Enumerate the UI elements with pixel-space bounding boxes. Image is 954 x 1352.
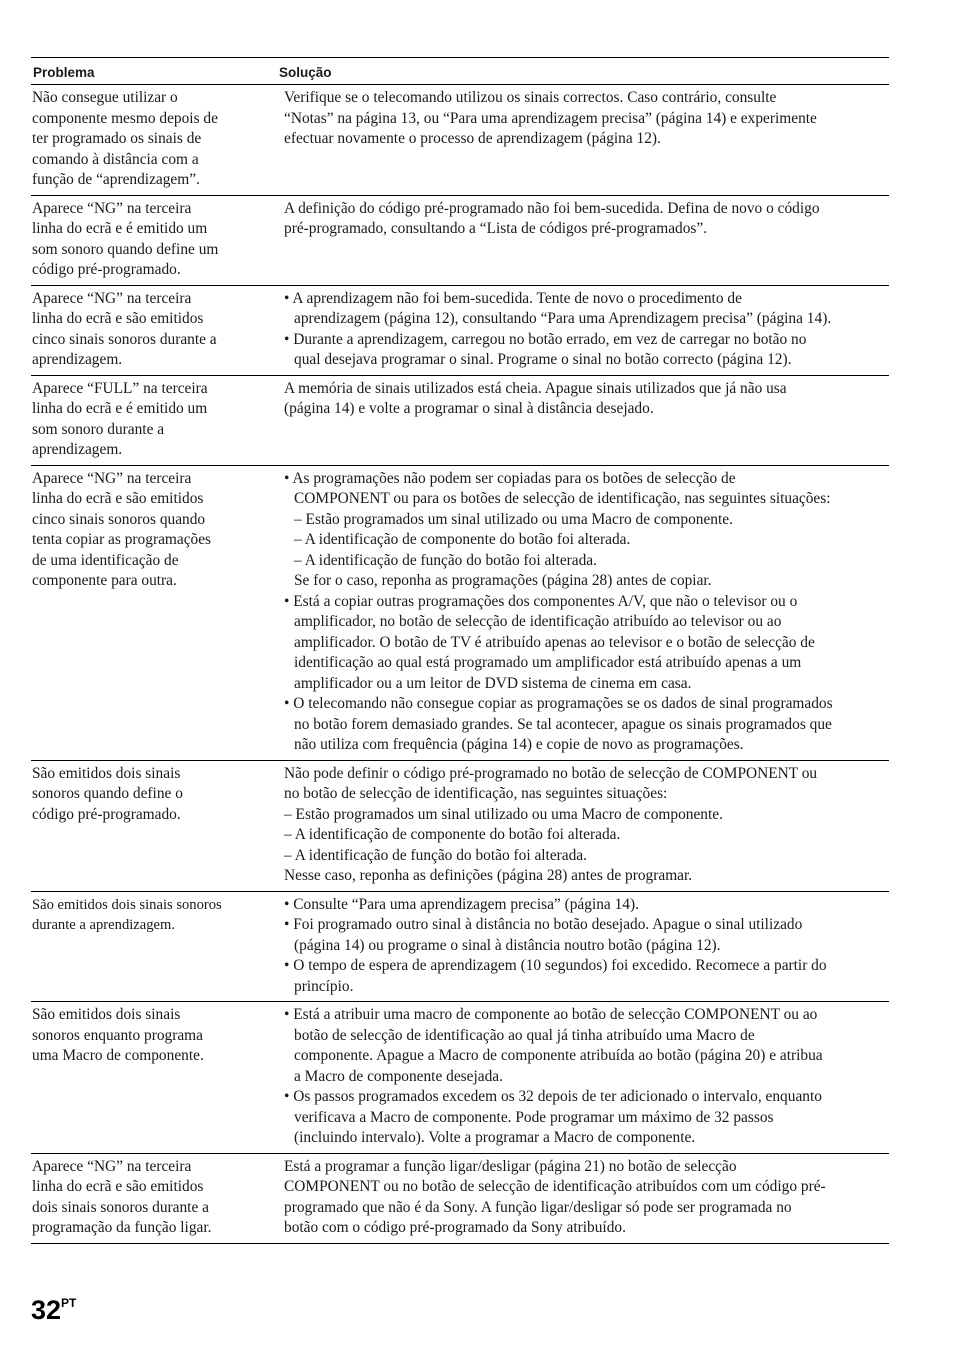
problem-line: cinco sinais sonoros durante a	[32, 330, 217, 348]
solution-line: Não pode definir o código pré-programado no botão de selecção de COMPONENT ou	[284, 764, 818, 782]
solution-bullet: • Está a atribuir uma macro de componente ao botão de selecção COMPONENT ou ao	[284, 1006, 818, 1023]
header-problem: Problema	[33, 64, 95, 80]
table-body	[31, 85, 889, 1244]
solution-line: no botão de selecção de identificação, nas seguintes situações:	[284, 785, 668, 802]
solution-cell	[244, 286, 889, 375]
solution-line: – A identificação de função do botão foi alterada.	[284, 846, 587, 864]
solution-line: – A identificação de componente do botão foi alterada.	[284, 826, 621, 843]
problem-line: São emitidos dois sinais	[32, 1006, 181, 1023]
header-solution: Solução	[279, 64, 332, 80]
solution-cell	[244, 1154, 889, 1243]
solution-line: identificação ao qual está programado um amplificador está atribuído apenas a um	[294, 654, 802, 671]
solution-line: “Notas” na página 13, ou “Para uma aprendizagem precisa” (página 14) e experimente	[284, 109, 817, 127]
problem-line: linha do ecrã e são emitidos	[32, 490, 204, 507]
solution-bullet: • Foi programado outro sinal à distância no botão desejado. Apague o sinal utilizado	[284, 916, 803, 933]
solution-line: Está a programar a função ligar/desligar (página 21) no botão de selecção	[284, 1157, 737, 1175]
table-row	[31, 761, 889, 892]
problem-line: Aparece “FULL” na terceira	[32, 379, 208, 397]
solution-line: verificava a Macro de componente. Pode programar um máximo de 32 passos	[294, 1108, 774, 1126]
solution-line: programado que não é da Sony. A função ligar/desligar só pode ser programada no	[284, 1198, 792, 1216]
problem-line: São emitidos dois sinais sonoros	[32, 896, 222, 913]
problem-cell	[31, 376, 244, 465]
solution-cell	[244, 196, 889, 285]
page-number	[31, 1295, 76, 1326]
solution-line: Nesse caso, reponha as definições (página 28) antes de programar.	[284, 867, 693, 884]
problem-line: componente mesmo depois de	[32, 109, 218, 127]
table-row	[31, 85, 889, 196]
problem-line: código pré-programado.	[32, 261, 181, 278]
problem-line: Aparece “NG” na terceira	[32, 199, 192, 217]
solution-cell	[244, 376, 889, 465]
problem-line: cinco sinais sonoros quando	[32, 510, 206, 528]
solution-line: pré-programado, consultando a “Lista de códigos pré-programados”.	[284, 220, 708, 237]
solution-cell	[244, 466, 889, 760]
problem-cell	[31, 761, 244, 891]
problem-line: tenta copiar as programações	[32, 531, 212, 548]
solution-cell	[244, 892, 889, 1002]
solution-line: (página 14) ou programe o sinal à distância noutro botão (página 12).	[294, 936, 721, 954]
solution-cell	[244, 85, 889, 195]
solution-line: princípio.	[294, 977, 354, 995]
solution-cell	[244, 1002, 889, 1153]
problem-line: aprendizagem.	[32, 351, 123, 368]
page-language-suffix: PT	[61, 1296, 77, 1310]
solution-line: – Estão programados um sinal utilizado ou uma Macro de componente.	[284, 805, 723, 823]
table-row	[31, 1002, 889, 1154]
problem-line: som sonoro quando define um	[32, 240, 219, 258]
solution-line: Verifique se o telecomando utilizou os sinais correctos. Caso contrário, consulte	[284, 89, 777, 106]
table-row	[31, 892, 889, 1003]
solution-line: a Macro de componente desejada.	[294, 1067, 503, 1085]
problem-line: linha do ecrã e é emitido um	[32, 400, 208, 417]
solution-line: COMPONENT ou para os botões de selecção de identificação, nas seguintes situações:	[294, 490, 831, 507]
solution-line: efectuar novamente o processo de aprendizagem (página 12).	[284, 130, 661, 147]
solution-line: – A identificação de componente do botão foi alterada.	[294, 531, 631, 548]
problem-line: sonoros enquanto programa	[32, 1026, 203, 1044]
problem-line: linha do ecrã e é emitido um	[32, 220, 208, 237]
table-row	[31, 466, 889, 761]
problem-line: Aparece “NG” na terceira	[32, 289, 192, 307]
solution-line: Se for o caso, reponha as programações (página 28) antes de copiar.	[294, 572, 712, 589]
solution-line: – Estão programados um sinal utilizado ou uma Macro de componente.	[294, 510, 733, 528]
solution-line: não utiliza com frequência (página 14) e copie de novo as programações.	[294, 736, 744, 753]
problem-cell	[31, 286, 244, 375]
problem-line: Aparece “NG” na terceira	[32, 469, 192, 487]
problem-line: função de “aprendizagem”.	[32, 171, 200, 188]
solution-bullet: • Os passos programados excedem os 32 depois de ter adicionado o intervalo, enquanto	[284, 1088, 822, 1105]
problem-line: componente para outra.	[32, 572, 177, 589]
solution-bullet: • Durante a aprendizagem, carregou no botão errado, em vez de carregar no botão no	[284, 330, 807, 348]
problem-line: código pré-programado.	[32, 805, 181, 823]
table-row	[31, 1154, 889, 1244]
problem-line: aprendizagem.	[32, 441, 123, 458]
problem-cell	[31, 85, 244, 195]
solution-cell	[244, 761, 889, 891]
solution-bullet: • As programações não podem ser copiadas para os botões de selecção de	[284, 469, 736, 487]
problem-cell	[31, 892, 244, 1002]
solution-bullet: • A aprendizagem não foi bem-sucedida. Tente de novo o procedimento de	[284, 289, 742, 307]
problem-line: São emitidos dois sinais	[32, 764, 181, 782]
solution-line: (incluindo intervalo). Volte a programar a Macro de componente.	[294, 1129, 696, 1146]
troubleshooting-table	[31, 57, 889, 1244]
solution-bullet: • O telecomando não consegue copiar as programações se os dados de sinal programados	[284, 695, 833, 712]
problem-line: Aparece “NG” na terceira	[32, 1157, 192, 1175]
table-header	[31, 58, 889, 85]
solution-line: qual desejava programar o sinal. Programe o sinal no botão correcto (página 12).	[294, 351, 792, 368]
solution-line: A memória de sinais utilizados está cheia. Apague sinais utilizados que já não usa	[284, 379, 787, 397]
solution-line: aprendizagem (página 12), consultando “Para uma Aprendizagem precisa” (página 14).	[294, 310, 832, 327]
solution-bullet: • O tempo de espera de aprendizagem (10 segundos) foi excedido. Recomece a partir do	[284, 957, 827, 974]
problem-line: durante a aprendizagem.	[32, 917, 176, 933]
solution-line: no botão forem demasiado grandes. Se tal acontecer, apague os sinais programados que	[294, 715, 832, 733]
solution-line: – A identificação de função do botão foi alterada.	[294, 551, 597, 569]
page-number-value: 32	[31, 1295, 62, 1325]
solution-line: amplificador ou a um leitor de DVD sistema de cinema em casa.	[294, 674, 692, 692]
solution-line: botão de selecção de identificação ao qual já tinha atribuído uma Macro de	[294, 1026, 755, 1044]
problem-line: ter programado os sinais de	[32, 130, 202, 147]
problem-line: de uma identificação de	[32, 551, 179, 569]
solution-line: amplificador. O botão de TV é atribuído apenas ao televisor e o botão de selecção de	[294, 633, 815, 651]
problem-cell	[31, 196, 244, 285]
problem-line: linha do ecrã e são emitidos	[32, 1178, 204, 1195]
problem-line: Não consegue utilizar o	[32, 89, 178, 106]
table-row	[31, 286, 889, 376]
problem-line: sonoros quando define o	[32, 785, 183, 802]
problem-cell	[31, 466, 244, 760]
problem-cell	[31, 1002, 244, 1153]
solution-bullet: • Está a copiar outras programações dos componentes A/V, que não o televisor ou o	[284, 592, 798, 610]
problem-line: som sonoro durante a	[32, 420, 165, 438]
problem-line: uma Macro de componente.	[32, 1047, 204, 1064]
solution-line: COMPONENT ou no botão de selecção de identificação atribuídos com um código pré-	[284, 1178, 826, 1195]
solution-bullet: • Consulte “Para uma aprendizagem precisa” (página 14).	[284, 895, 639, 913]
table-row	[31, 376, 889, 466]
problem-line: comando à distância com a	[32, 150, 199, 168]
solution-line: botão com o código pré-programado da Sony atribuído.	[284, 1219, 626, 1236]
solution-line: (página 14) e volte a programar o sinal à distância desejado.	[284, 400, 654, 417]
problem-cell	[31, 1154, 244, 1243]
problem-line: dois sinais sonoros durante a	[32, 1198, 209, 1216]
table-row	[31, 196, 889, 286]
solution-line: amplificador, no botão de selecção de identificação atribuído ao televisor ou ao	[294, 613, 782, 630]
solution-line: A definição do código pré-programado não foi bem-sucedida. Defina de novo o código	[284, 199, 820, 217]
problem-line: linha do ecrã e são emitidos	[32, 310, 204, 327]
solution-line: componente. Apague a Macro de componente atribuída ao botão (página 20) e atribua	[294, 1047, 823, 1064]
problem-line: programação da função ligar.	[32, 1219, 212, 1236]
